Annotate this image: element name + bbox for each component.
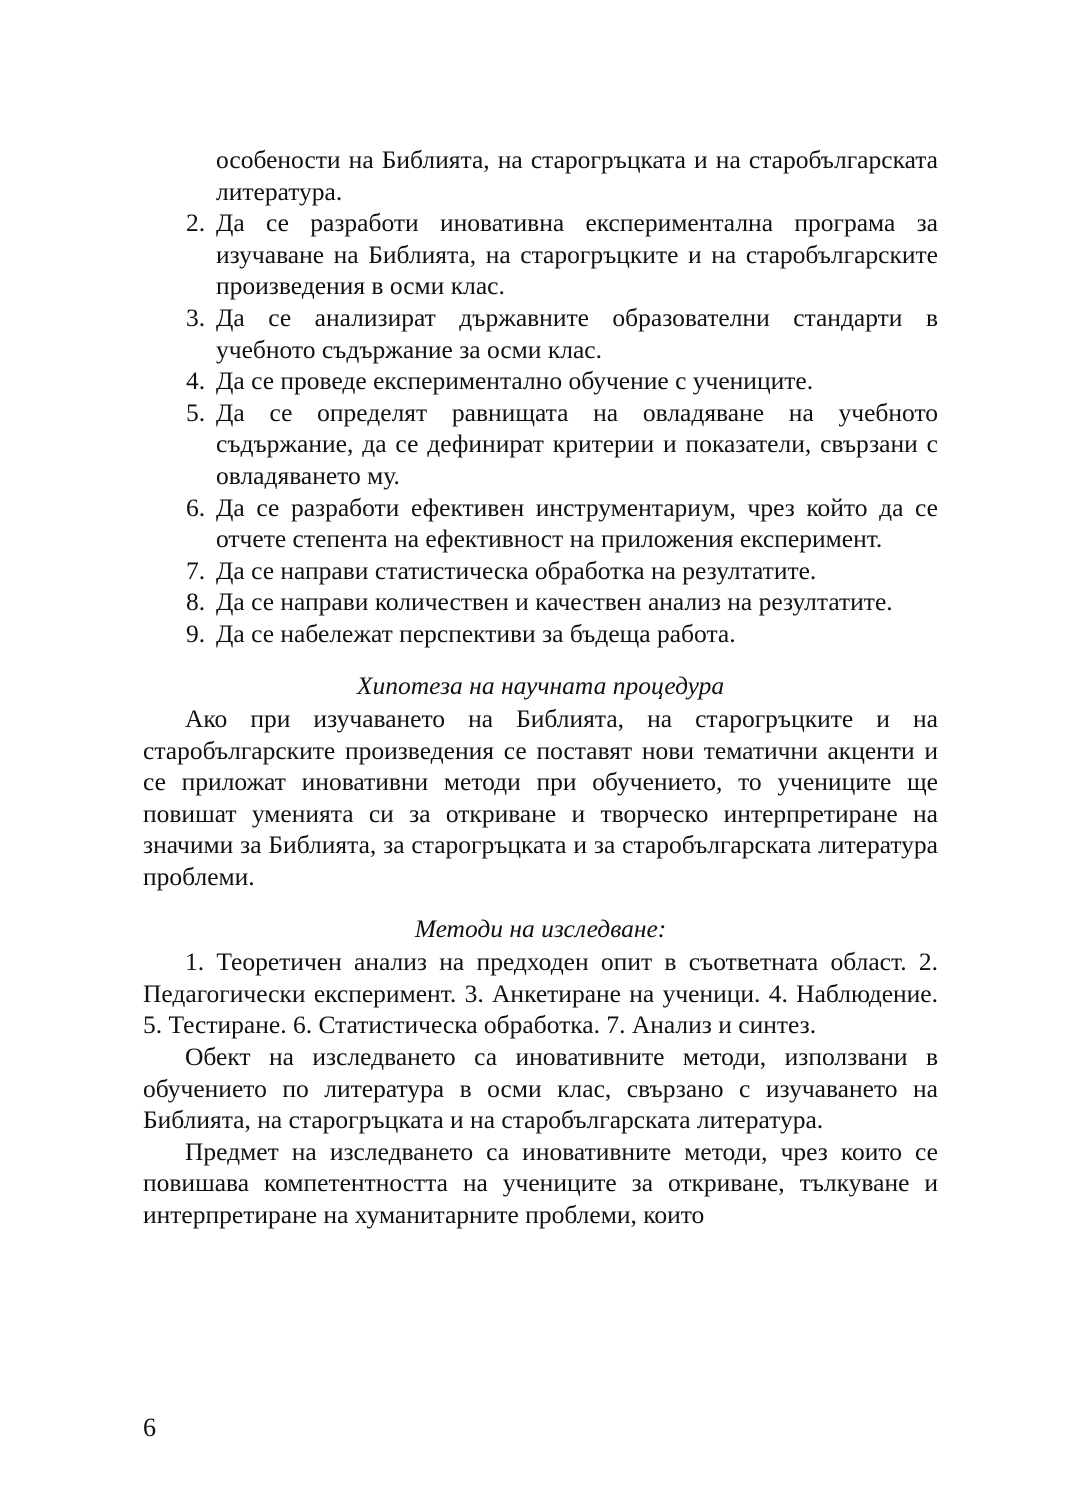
list-item	[143, 618, 938, 650]
list-item-text: Да се определят равнищата на овладяване на учебното съдържание, да се дефинират критерии и показатели, свързани с овладяването му.	[216, 397, 938, 490]
list-item-text: Да се анализират държавните образователни стандарти в учебното съдържание за осми клас.	[216, 302, 938, 364]
list-item-text: Да се проведе експериментално обучение с учениците.	[216, 366, 814, 396]
list-item-number: 7.	[186, 555, 206, 585]
list-item-text: Да се разработи иновативна експериментална програма за изучаване на Библията, на старогръцките и на старобългарските произведения в осми клас.	[216, 208, 938, 301]
hypothesis-paragraph: Ако при изучаването на Библията, на старогръцките и на старобългарските произведения се поставят нови тематични акценти и се приложат иновативни методи при обучението, то учениците ще повишат уменията си за откриване и творческо интерпретиране на значими за Библията, за старогръцката и за старобългарската литература проблеми.	[143, 704, 938, 892]
continuation-text: особености на Библията, на старогръцката и на старобългарската литература.	[216, 145, 938, 206]
list-item-number: 8.	[186, 587, 206, 617]
list-item	[143, 207, 938, 302]
list-item-text: Да се направи количествен и качествен анализ на резултатите.	[216, 587, 893, 617]
list-item	[143, 555, 938, 587]
list-item-number: 2.	[186, 208, 206, 238]
list-item-number: 5.	[186, 397, 206, 427]
list-item-number: 6.	[186, 492, 206, 522]
object-paragraph: Обект на изследването са иновативните методи, използвани в обучението по литература в осми клас, свързано с изучаването на Библията, на старогръцката и на старобългарската литература.	[143, 1042, 938, 1135]
list-item	[143, 397, 938, 492]
research-tasks-list	[143, 207, 938, 649]
list-item	[143, 492, 938, 555]
list-item-continuation	[216, 144, 938, 207]
list-item	[143, 302, 938, 365]
hypothesis-heading: Хипотеза на научната процедура	[356, 670, 725, 700]
list-item-number: 3.	[186, 302, 206, 332]
page-number: 6	[143, 1413, 156, 1442]
methods-paragraph: 1. Теоретичен анализ на предходен опит в съответната област. 2. Педагогически експеримент. 3. Анкетиране на ученици. 4. Наблюдение. 5. Тестиране. 6. Статистическа обработка. 7. Анализ и синтез.	[143, 947, 938, 1040]
list-item-number: 9.	[186, 618, 206, 648]
list-item	[143, 365, 938, 397]
subject-paragraph: Предмет на изследването са иновативните методи, чрез които се повишава компетентността на учениците за откриване, тълкуване и интерпретиране на хуманитарните проблеми, които	[143, 1136, 938, 1229]
list-item-text: Да се разработи ефективен инструментариум, чрез който да се отчете степента на ефективност на приложения експеримент.	[216, 492, 938, 554]
methods-heading: Методи на изследване:	[414, 913, 667, 943]
list-item	[143, 586, 938, 618]
list-item-text: Да се направи статистическа обработка на резултатите.	[216, 555, 817, 585]
list-item-number: 4.	[186, 366, 206, 396]
page-body	[143, 144, 938, 1231]
list-item-text: Да се набележат перспективи за бъдеща работа.	[216, 618, 736, 648]
